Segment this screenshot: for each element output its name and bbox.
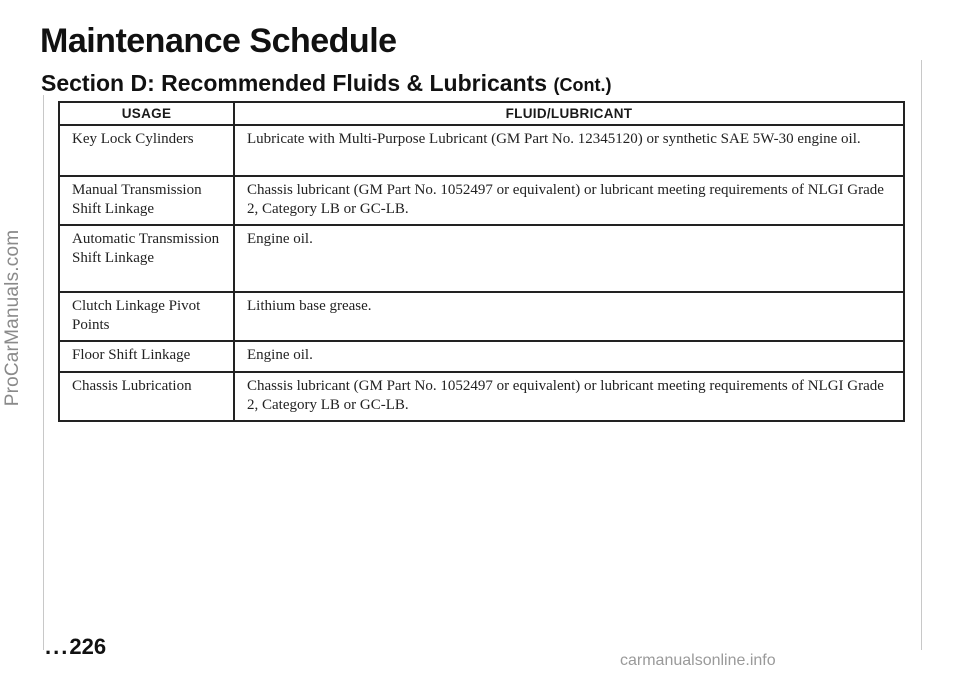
usage-cell: Chassis Lubrication: [59, 372, 234, 421]
usage-cell: Manual Transmission Shift Linkage: [59, 176, 234, 225]
fluid-cell: Engine oil.: [234, 341, 904, 372]
table-row: [59, 292, 904, 341]
page-title: Maintenance Schedule: [40, 22, 397, 60]
usage-cell: Key Lock Cylinders: [59, 125, 234, 176]
usage-cell: Floor Shift Linkage: [59, 341, 234, 372]
bottom-watermark: carmanualsonline.info: [620, 652, 776, 669]
header-usage: USAGE: [59, 102, 234, 125]
table-header-row: [59, 102, 904, 125]
section-title: Section D: Recommended Fluids & Lubricants: [41, 70, 548, 96]
table-row: [59, 225, 904, 292]
fluid-cell: Chassis lubricant (GM Part No. 1052497 or equivalent) or lubricant meeting requirements of NLGI Grade 2, Category LB or GC-LB.: [234, 176, 904, 225]
table-row: [59, 341, 904, 372]
fluids-table: [58, 101, 905, 422]
usage-cell: Clutch Linkage Pivot Points: [59, 292, 234, 341]
section-heading: [41, 70, 611, 97]
section-suffix: (Cont.): [553, 75, 612, 95]
right-margin-rule: [921, 60, 922, 650]
table-row: [59, 125, 904, 176]
fluid-cell: Lubricate with Multi-Purpose Lubricant (GM Part No. 12345120) or synthetic SAE 5W-30 engine oil.: [234, 125, 904, 176]
page-number: [45, 634, 106, 660]
left-margin-rule: [43, 95, 44, 650]
header-fluid-lubricant: FLUID/LUBRICANT: [234, 102, 904, 125]
page-number-value: 226: [69, 634, 107, 659]
fluid-cell: Chassis lubricant (GM Part No. 1052497 or equivalent) or lubricant meeting requirements of NLGI Grade 2, Category LB or GC-LB.: [234, 372, 904, 421]
table-row: [59, 176, 904, 225]
side-watermark: ProCarManuals.com: [2, 229, 23, 407]
page-dots: ...: [45, 634, 70, 659]
table-row: [59, 372, 904, 421]
usage-cell: Automatic Transmission Shift Linkage: [59, 225, 234, 292]
fluid-cell: Engine oil.: [234, 225, 904, 292]
fluid-cell: Lithium base grease.: [234, 292, 904, 341]
